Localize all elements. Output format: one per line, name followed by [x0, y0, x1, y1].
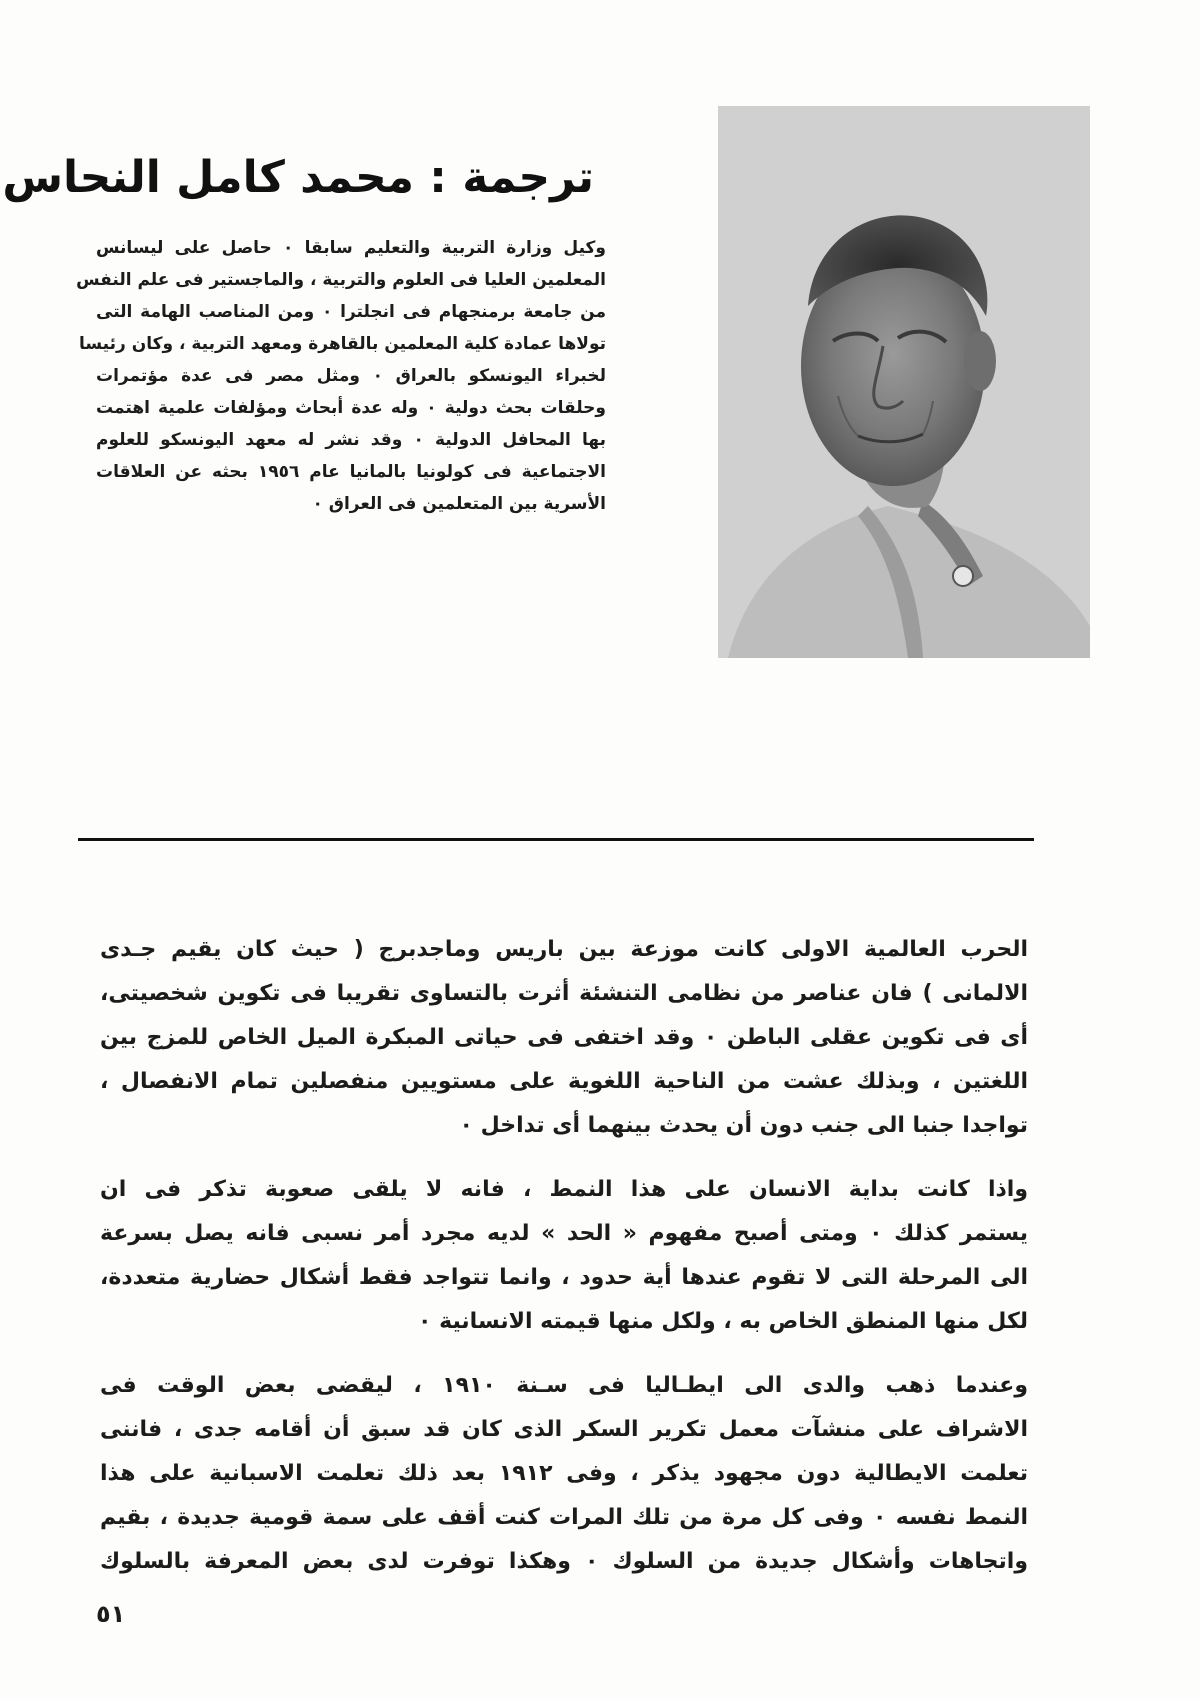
paragraph-line: الاشراف على منشآت معمل تكرير السكر الذى كان قد سبق أن أقامه جدى ، فاننى	[100, 1417, 1028, 1442]
portrait-photo	[718, 106, 1090, 658]
paragraph-line: الحرب العالمية الاولى كانت موزعة بين باريس وماجدبرج ( حيث كان يقيم جـدى	[100, 937, 1028, 962]
paragraph-line: تعلمت الايطالية دون مجهود يذكر ، وفى ١٩١٢ بعد ذلك تعلمت الاسبانية على هذا	[100, 1461, 1028, 1486]
paragraph-line: واتجاهات وأشكال جديدة من السلوك ٠ وهكذا توفرت لدى بعض المعرفة بالسلوك	[100, 1549, 1028, 1574]
bio-line: من جامعة برمنجهام فى انجلترا ٠ ومن المناصب الهامة التى	[96, 302, 607, 322]
translator-bio	[76, 232, 607, 520]
paragraph-line: النمط نفسه ٠ وفى كل مرة من تلك المرات كنت أقف على سمة قومية جديدة ، بقيم	[100, 1505, 1028, 1530]
bio-line: وحلقات بحث دولية ٠ وله عدة أبحاث ومؤلفات علمية اهتمت	[96, 398, 606, 418]
page-number: ٥١	[96, 1600, 126, 1628]
paragraph-line: يستمر كذلك ٠ ومتى أصبح مفهوم « الحد » لديه مجرد أمر نسبى فانه يصل بسرعة	[100, 1221, 1028, 1246]
paragraph-line: تواجدا جنبا الى جنب دون أن يحدث بينهما أى تداخل ٠	[459, 1113, 1028, 1138]
bio-line: تولاها عمادة كلية المعلمين بالقاهرة ومعهد التربية ، وكان رئيسا	[79, 334, 606, 354]
paragraph-line: اللغتين ، وبذلك عشت من الناحية اللغوية على مستويين منفصلين تمام الانفصال ،	[100, 1069, 1028, 1094]
section-divider	[78, 838, 1034, 841]
paragraph-line: وعندما ذهب والدى الى ايطـاليا فى سـنة ١٩١٠ ، ليقضى بعض الوقت فى	[100, 1373, 1028, 1398]
paragraph	[100, 1364, 1028, 1584]
bio-line: لخبراء اليونسكو بالعراق ٠ ومثل مصر فى عدة مؤتمرات	[96, 366, 606, 386]
bio-line: الأسرية بين المتعلمين فى العراق ٠	[312, 494, 606, 514]
bio-line: وكيل وزارة التربية والتعليم سابقا ٠ حاصل على ليسانس	[96, 238, 606, 258]
bio-line: بها المحافل الدولية ٠ وقد نشر له معهد اليونسكو للعلوم	[96, 430, 606, 450]
paragraph	[100, 928, 1028, 1148]
paragraph-line: واذا كانت بداية الانسان على هذا النمط ، فانه لا يلقى صعوبة تذكر فى ان	[100, 1177, 1028, 1202]
paragraph-line: أى فى تكوين عقلى الباطن ٠ وقد اختفى فى حياتى المبكرة الميل الخاص للمزج بين	[100, 1025, 1029, 1050]
article-title: ترجمة : محمد كامل النحاس	[2, 152, 594, 203]
article-body	[100, 928, 1028, 1604]
bio-line: الاجتماعية فى كولونيا بالمانيا عام ١٩٥٦ بحثه عن العلاقات	[96, 462, 606, 482]
paragraph-line: الى المرحلة التى لا تقوم عندها أية حدود ، وانما تتواجد فقط أشكال حضارية متعددة،	[100, 1265, 1028, 1290]
portrait-illustration	[718, 106, 1090, 658]
paragraph-line: الالمانى ) فان عناصر من نظامى التنشئة أثرت بالتساوى تقريبا فى تكوين شخصيتى،	[100, 981, 1028, 1006]
bio-line: المعلمين العليا فى العلوم والتربية ، والماجستير فى علم النفس	[76, 270, 606, 290]
paragraph	[100, 1168, 1028, 1344]
paragraph-line: لكل منها المنطق الخاص به ، ولكل منها قيمته الانسانية ٠	[418, 1309, 1028, 1334]
